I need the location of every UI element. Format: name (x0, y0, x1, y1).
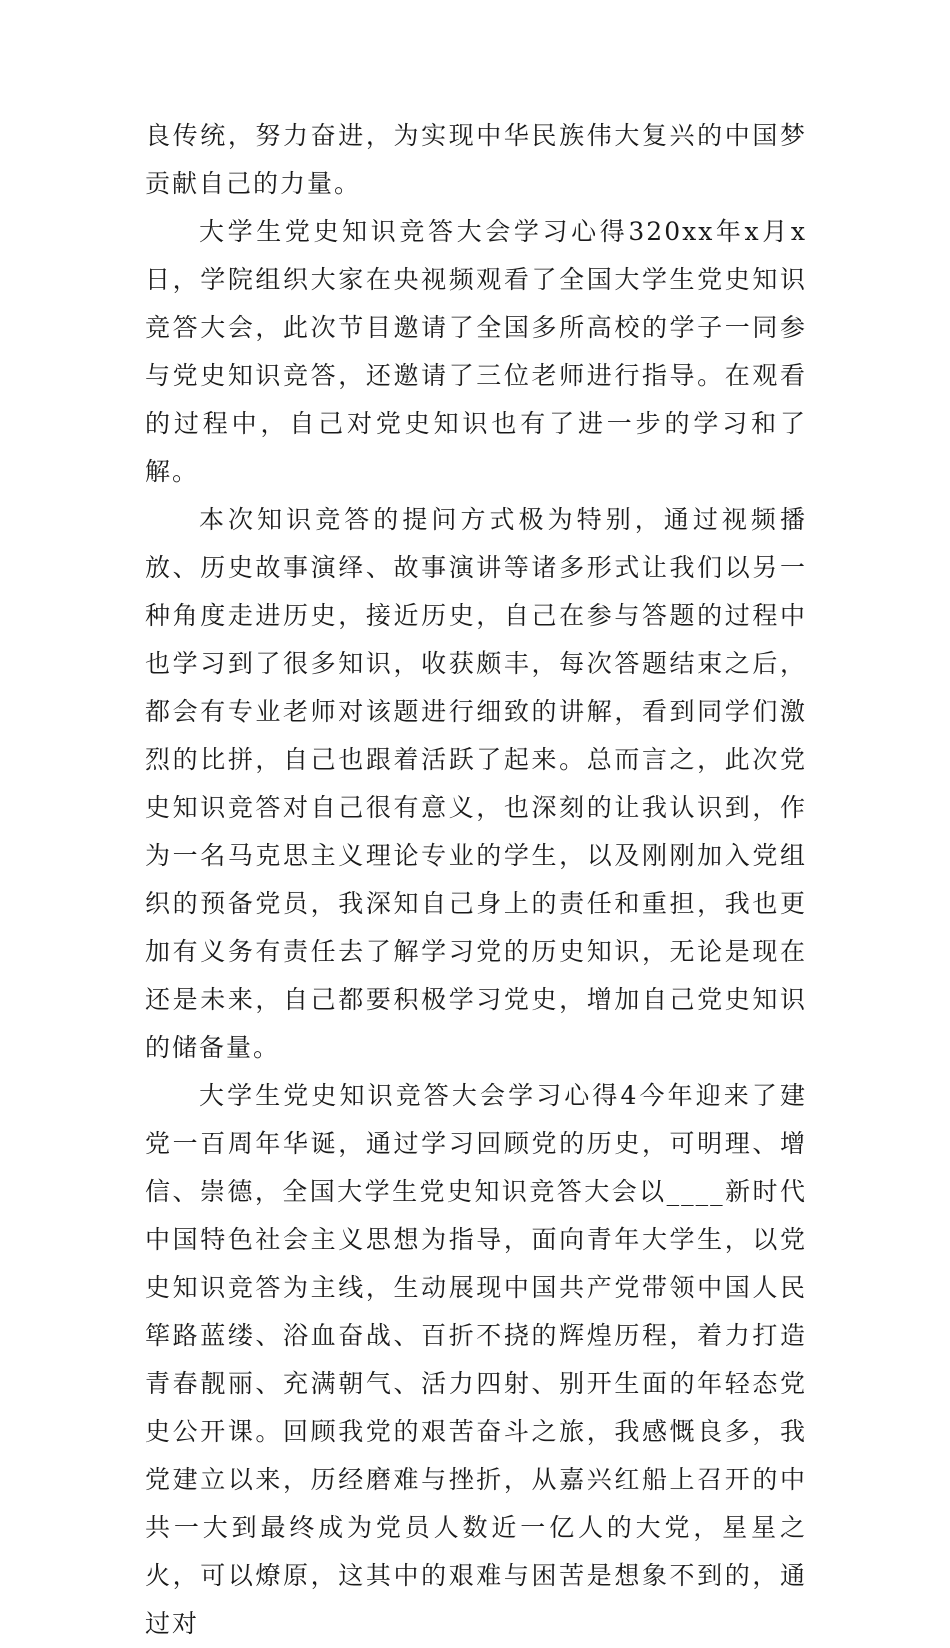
paragraph-essay-3: 大学生党史知识竞答大会学习心得320xx年x月x日，学院组织大家在央视频观看了全国大学生党史知识竞答大会，此次节目邀请了全国多所高校的学子一同参与党史知识竞答，还邀请了三位老师进行指导。在观看的过程中，自己对党史知识也有了进一步的学习和了解。 (145, 217, 807, 486)
paragraph-continuation: 良传统，努力奋进，为实现中华民族伟大复兴的中国梦贡献自己的力量。 (145, 121, 807, 198)
paragraph-essay-4: 大学生党史知识竞答大会学习心得4今年迎来了建党一百周年华诞，通过学习回顾党的历史，可明理、增信、崇德，全国大学生党史知识竞答大会以____新时代中国特色社会主义思想为指导，面向青年大学生，以党史知识竞答为主线，生动展现中国共产党带领中国人民筚路蓝缕、浴血奋战、百折不挠的辉煌历程，着力打造青春靓丽、充满朝气、活力四射、别开生面的年轻态党史公开课。回顾我党的艰苦奋斗之旅，我感慨良多，我党建立以来，历经磨难与挫折，从嘉兴红船上召开的中共一大到最终成为党员人数近一亿人的大党，星星之火，可以燎原，这其中的艰难与困苦是想象不到的，通过对 (145, 1081, 807, 1638)
document-page (145, 112, 807, 1648)
paragraph-essay-3-body: 本次知识竞答的提问方式极为特别，通过视频播放、历史故事演绎、故事演讲等诸多形式让我们以另一种角度走进历史，接近历史，自己在参与答题的过程中也学习到了很多知识，收获颇丰，每次答题结束之后，都会有专业老师对该题进行细致的讲解，看到同学们激烈的比拼，自己也跟着活跃了起来。总而言之，此次党史知识竞答对自己很有意义，也深刻的让我认识到，作为一名马克思主义理论专业的学生，以及刚刚加入党组织的预备党员，我深知自己身上的责任和重担，我也更加有义务有责任去了解学习党的历史知识，无论是现在还是未来，自己都要积极学习党史，增加自己党史知识的储备量。 (145, 505, 807, 1062)
